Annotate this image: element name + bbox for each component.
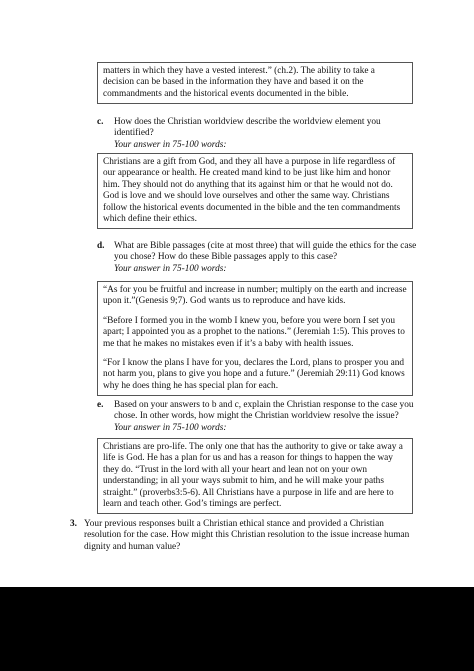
answer-paragraph: Christians are a gift from God, and they all have a purpose in life regardless of our appearance or health. He created mand kind to be just like him and honor him. They should not do anything that its against him or that he would not do. God is love and we should love ourselves and other the same way. Christians follow the historical events documented in the bible and the ten commandments which define their ethics. xyxy=(103,157,401,225)
answer-box-e[interactable] xyxy=(97,438,413,514)
answer-box-c[interactable] xyxy=(97,153,413,229)
question-d xyxy=(97,241,417,275)
answer-paragraph: “For I know the plans I have for you, declares the Lord, plans to prosper you and not harm you, plans to give you hope and a future.” (Jeremiah 29:11) God knows why he does thing he has special plan for each. xyxy=(103,358,405,391)
answer-paragraph: “Before I formed you in the womb I knew you, before you were born I set you apart; I appointed you as a prophet to the nations.” (Jeremiah 1:5). This proves to me that he makes no mistakes even if it’s a baby with health issues. xyxy=(103,315,405,349)
answer-paragraph: matters in which they have a vested interest.” (ch.2). The ability to take a decision can be based in the information they have and based it on the commandments and the historical events documented in the bible. xyxy=(103,66,375,99)
word-count-hint: Your answer in 75-100 words: xyxy=(114,263,227,274)
question-letter: d. xyxy=(97,241,105,251)
question-text: Your previous responses built a Christian ethical stance and provided a Christian resolution for the case. How might this Christian resolution to the issue increase human dignity and human value? xyxy=(84,519,410,552)
word-count-hint: Your answer in 75-100 words: xyxy=(114,139,227,150)
answer-box-b-continued xyxy=(97,62,413,104)
answer-paragraph: “As for you be fruitful and increase in number; multiply on the earth and increase upon it.”(Genesis 9;7). God wants us to reproduce and have kids. xyxy=(103,285,407,307)
answer-paragraph: Christians are pro-life. The only one that has the authority to give or take away a life is God. He has a plan for us and has a reason for things to happen the way they do. “Trust in the lord with all your heart and lean not on your own understanding; in all your ways submit to him, and he will make your paths straight.” (proverbs3:5-6). All Christians have a purpose in life and are here to learn and teach other. God’s timings are perfect. xyxy=(103,442,403,510)
question-letter: c. xyxy=(97,117,104,127)
word-count-hint: Your answer in 75-100 words: xyxy=(114,422,227,433)
question-3 xyxy=(70,519,420,553)
answer-box-d[interactable] xyxy=(97,281,413,396)
question-number: 3. xyxy=(70,519,77,529)
question-e xyxy=(97,400,417,434)
question-text: How does the Christian worldview describe the worldview element you identified? xyxy=(114,117,381,139)
question-text: Based on your answers to b and c, explain the Christian response to the case you chose. In other words, how might the Christian worldview resolve the issue? xyxy=(114,400,414,422)
question-letter: e. xyxy=(97,400,104,410)
question-text: What are Bible passages (cite at most three) that will guide the ethics for the case you chose? How do these Bible passages apply to this case? xyxy=(114,241,417,263)
question-c xyxy=(97,117,417,151)
